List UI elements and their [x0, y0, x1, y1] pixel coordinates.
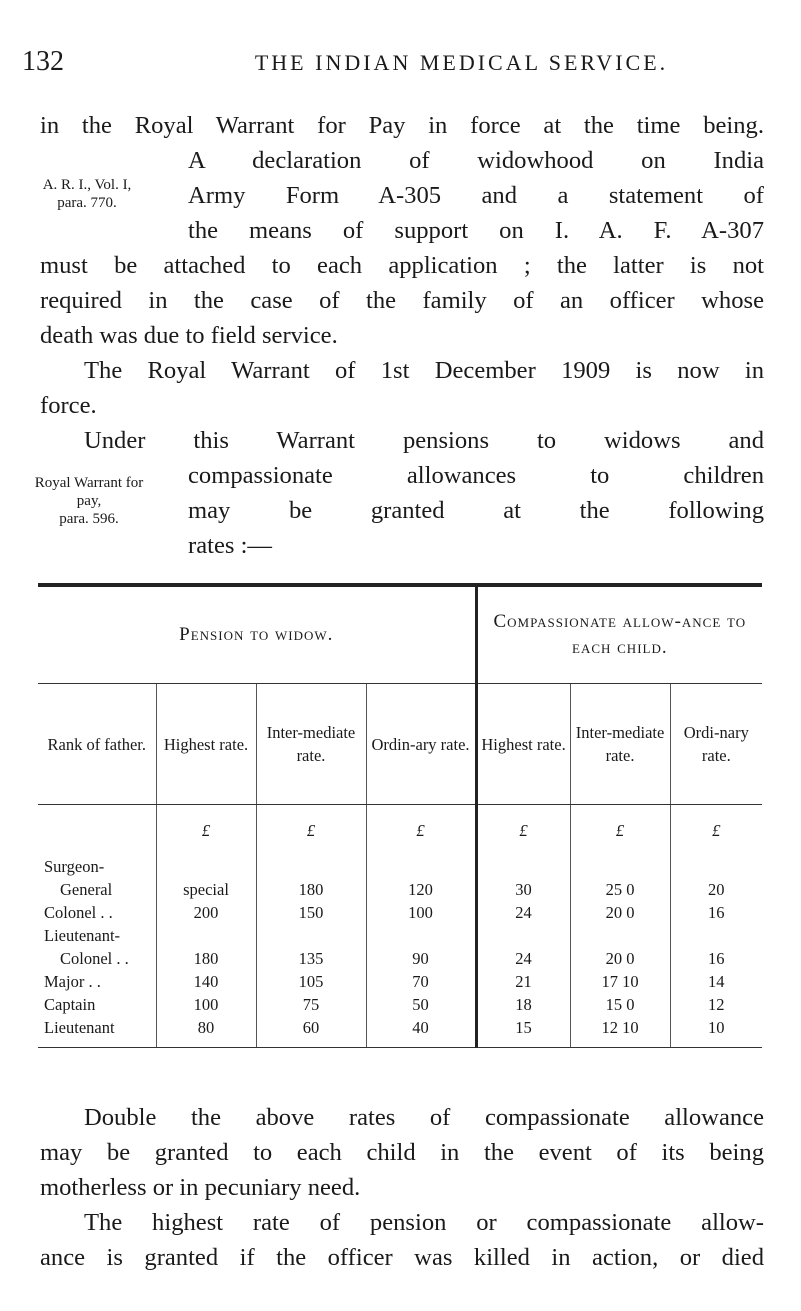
- cell-intermediate-child: 20 0: [570, 901, 670, 924]
- cell-highest: 180: [156, 947, 256, 970]
- cell-highest-child: 30: [476, 878, 570, 901]
- cell-highest: 100: [156, 993, 256, 1016]
- cell-intermediate-child: 15 0: [570, 993, 670, 1016]
- cell-highest-child: 15: [476, 1016, 570, 1048]
- table-row: [38, 924, 762, 947]
- rank-label: Captain: [38, 993, 156, 1016]
- margin-note-line: para. 770.: [57, 195, 117, 211]
- cell-ordinary-child: 16: [708, 903, 725, 922]
- text-line: The Royal Warrant of 1st December 1909 is now in: [84, 357, 764, 384]
- text-line: may be granted to each child in the event of its being: [40, 1139, 764, 1166]
- unit-label: £: [156, 805, 256, 856]
- rank-label: General: [38, 878, 156, 901]
- table-row: [38, 901, 762, 924]
- col-header-rank: Rank of father.: [38, 684, 156, 805]
- pension-rates-table: [38, 587, 762, 1048]
- cell-highest-child: 24: [476, 947, 570, 970]
- text-line: ance is granted if the officer was killed in action, or died: [40, 1244, 764, 1271]
- cell-intermediate-child: 17 10: [570, 970, 670, 993]
- cell-intermediate-child: 20 0: [570, 947, 670, 970]
- text-line: compassionate allowances to children: [188, 462, 764, 489]
- paragraph-royal-warrant: [40, 353, 764, 423]
- cell-ordinary-child: 10: [670, 1016, 762, 1048]
- text-line: must be attached to each application ; the latter is not: [40, 252, 764, 279]
- table-row: [38, 855, 762, 878]
- col-header-ordinary-child: Ordi-nary rate.: [670, 684, 762, 805]
- cell-highest: special: [156, 878, 256, 901]
- text-line: rates :—: [188, 532, 273, 559]
- table-units-row: [38, 805, 762, 856]
- cell-ordinary: 100: [366, 901, 476, 924]
- text-line: The highest rate of pension or compassionate allow-: [84, 1209, 764, 1236]
- rank-label: Colonel . .: [38, 947, 156, 970]
- unit-label: £: [476, 805, 570, 856]
- rank-label: Lieutenant-: [38, 924, 156, 947]
- cell-ordinary-child: 20: [708, 880, 725, 899]
- col-header-intermediate: Inter-mediate rate.: [256, 684, 366, 805]
- text-line: may be granted at the following: [188, 497, 764, 524]
- paragraph-double-rates: [40, 1100, 764, 1205]
- cell-ordinary: 120: [366, 878, 476, 901]
- col-header-highest-child: Highest rate.: [476, 684, 570, 805]
- text-line: in the Royal Warrant for Pay in force at the time being.: [40, 112, 764, 139]
- cell-intermediate: 135: [256, 947, 366, 970]
- margin-note-army-regulations: [22, 176, 152, 212]
- paragraph-highest-rate: [40, 1205, 764, 1275]
- margin-note-line: Royal Warrant for: [34, 475, 144, 491]
- cell-intermediate: 150: [256, 901, 366, 924]
- cell-highest-child: 18: [476, 993, 570, 1016]
- text-line: force.: [40, 392, 97, 419]
- text-line: A declaration of widowhood on India: [188, 147, 764, 174]
- text-line: the means of support on I. A. F. A-307: [188, 217, 764, 244]
- text-line: required in the case of the family of an officer whose: [40, 287, 764, 314]
- rank-label: Major . .: [38, 970, 156, 993]
- running-title: THE INDIAN MEDICAL SERVICE.: [254, 50, 669, 75]
- cell-intermediate: 60: [256, 1016, 366, 1048]
- cell-highest: 200: [156, 901, 256, 924]
- cell-ordinary: 70: [366, 970, 476, 993]
- cell-ordinary: 50: [366, 993, 476, 1016]
- text-line: death was due to field service.: [40, 322, 338, 349]
- cell-intermediate: 105: [256, 970, 366, 993]
- text-line: Under this Warrant pensions to widows and: [84, 427, 764, 454]
- table-row: [38, 1016, 762, 1048]
- text-line: motherless or in pecuniary need.: [40, 1174, 361, 1201]
- cell-intermediate-child: 25 0: [570, 878, 670, 901]
- unit-label: £: [366, 805, 476, 856]
- margin-note-line: para. 596.: [59, 511, 119, 527]
- group-header-pension: Pension to widow.: [38, 587, 476, 684]
- cell-intermediate: 180: [256, 878, 366, 901]
- text-line: Double the above rates of compassionate allowance: [84, 1104, 764, 1131]
- col-header-intermediate-child: Inter-mediate rate.: [570, 684, 670, 805]
- cell-highest: 80: [156, 1016, 256, 1048]
- cell-highest-child: 24: [476, 901, 570, 924]
- margin-note-line: pay,: [76, 493, 102, 509]
- col-header-highest: Highest rate.: [156, 684, 256, 805]
- rank-label: Lieutenant: [38, 1016, 156, 1048]
- paragraph-widowhood-declaration: [40, 108, 764, 353]
- margin-note-line: A. R. I., Vol. I,: [42, 177, 132, 193]
- table-row: [38, 993, 762, 1016]
- cell-intermediate: 75: [256, 993, 366, 1016]
- unit-label: £: [570, 805, 670, 856]
- cell-ordinary-child: 16: [708, 949, 725, 968]
- cell-ordinary: 40: [366, 1016, 476, 1048]
- cell-ordinary-child: 14: [708, 972, 725, 991]
- page-number: 132: [22, 46, 64, 77]
- cell-ordinary-child: 12: [708, 995, 725, 1014]
- cell-highest-child: 21: [476, 970, 570, 993]
- table-row: [38, 970, 762, 993]
- page-header: [22, 46, 761, 86]
- group-header-allowance: Compassionate allow-ance to each child.: [476, 587, 762, 684]
- cell-highest: 140: [156, 970, 256, 993]
- rank-label: Surgeon-: [38, 855, 156, 878]
- col-header-ordinary: Ordin-ary rate.: [366, 684, 476, 805]
- text-line: Army Form A-305 and a statement of: [188, 182, 764, 209]
- rates-table: [38, 587, 762, 1048]
- unit-label: £: [712, 820, 721, 840]
- table-row: [38, 878, 762, 901]
- table-row: [38, 947, 762, 970]
- margin-note-royal-warrant: [14, 474, 164, 528]
- unit-label: £: [256, 805, 366, 856]
- cell-intermediate-child: 12 10: [570, 1016, 670, 1048]
- cell-ordinary: 90: [366, 947, 476, 970]
- rank-label: Colonel . .: [38, 901, 156, 924]
